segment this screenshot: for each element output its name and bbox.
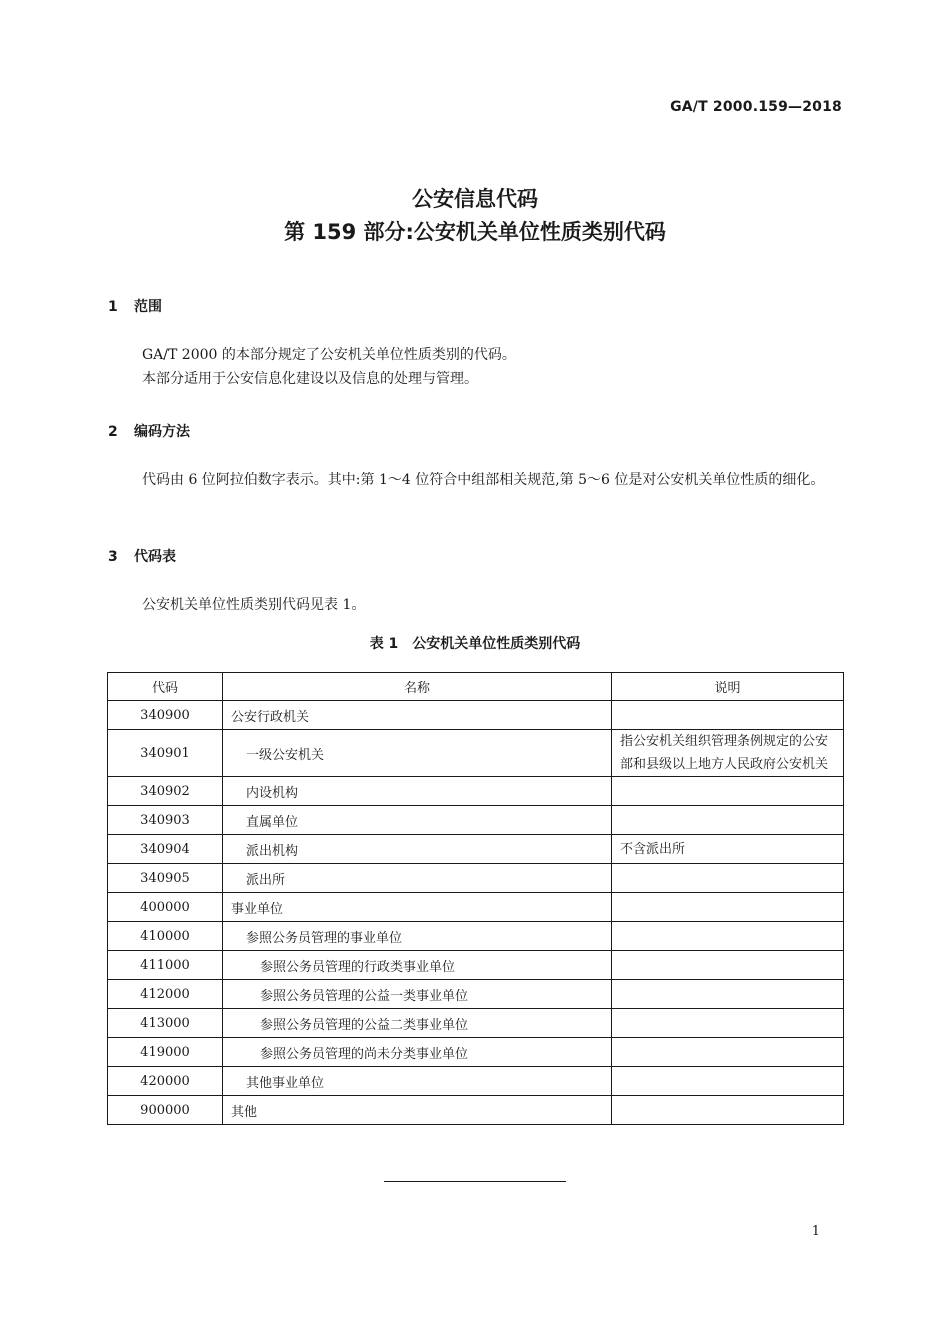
table-row	[108, 980, 844, 1009]
section-number: 1	[108, 299, 118, 315]
cell-code: 410000	[108, 922, 223, 951]
cell-code: 400000	[108, 893, 223, 922]
table-row	[108, 922, 844, 951]
section-heading-code-table	[108, 546, 176, 566]
cell-description	[612, 1038, 844, 1067]
table-row	[108, 777, 844, 806]
cell-description	[612, 806, 844, 835]
cell-code: 412000	[108, 980, 223, 1009]
table-caption-title: 公安机关单位性质类别代码	[412, 636, 581, 652]
section-paragraph: 公安机关单位性质类别代码见表 1。	[142, 597, 366, 613]
cell-name: 参照公务员管理的公益二类事业单位	[223, 1009, 612, 1038]
cell-code: 900000	[108, 1096, 223, 1125]
table-row	[108, 1067, 844, 1096]
table-row	[108, 893, 844, 922]
section-heading-scope	[108, 296, 162, 316]
section-number: 2	[108, 424, 118, 440]
cell-description	[612, 1067, 844, 1096]
table-row	[108, 835, 844, 864]
section-heading-encoding	[108, 421, 190, 441]
table-row	[108, 864, 844, 893]
document-title: 公安信息代码	[412, 187, 538, 211]
cell-description	[612, 1096, 844, 1125]
cell-description	[612, 1009, 844, 1038]
code-table	[107, 672, 844, 1125]
cell-name: 参照公务员管理的公益一类事业单位	[223, 980, 612, 1009]
cell-name: 参照公务员管理的尚未分类事业单位	[223, 1038, 612, 1067]
standard-code: GA/T 2000.159—2018	[670, 99, 842, 115]
cell-code: 340901	[108, 730, 223, 777]
cell-description	[612, 864, 844, 893]
cell-code: 420000	[108, 1067, 223, 1096]
cell-description: 指公安机关组织管理条例规定的公安部和县级以上地方人民政府公安机关	[612, 730, 844, 777]
cell-name: 派出机构	[223, 835, 612, 864]
cell-description	[612, 951, 844, 980]
cell-code: 340905	[108, 864, 223, 893]
cell-description: 不含派出所	[612, 835, 844, 864]
table-header-row	[108, 673, 844, 701]
cell-name: 其他	[223, 1096, 612, 1125]
cell-description	[612, 980, 844, 1009]
cell-code: 419000	[108, 1038, 223, 1067]
cell-name: 参照公务员管理的事业单位	[223, 922, 612, 951]
header-code: 代码	[108, 673, 223, 701]
cell-code: 340904	[108, 835, 223, 864]
cell-description	[612, 922, 844, 951]
table-caption-number: 表 1	[369, 636, 399, 652]
header-name: 名称	[223, 673, 612, 701]
table-row	[108, 806, 844, 835]
cell-name: 其他事业单位	[223, 1067, 612, 1096]
cell-description	[612, 777, 844, 806]
footer-rule	[384, 1181, 566, 1182]
cell-description	[612, 893, 844, 922]
section-number: 3	[108, 549, 118, 565]
cell-code: 413000	[108, 1009, 223, 1038]
cell-description	[612, 701, 844, 730]
cell-name: 直属单位	[223, 806, 612, 835]
cell-code: 340903	[108, 806, 223, 835]
cell-code: 411000	[108, 951, 223, 980]
table-row	[108, 730, 844, 777]
table-row	[108, 1009, 844, 1038]
cell-code: 340902	[108, 777, 223, 806]
header-description: 说明	[612, 673, 844, 701]
document-subtitle: 第 159 部分:公安机关单位性质类别代码	[284, 220, 666, 244]
page-number: 1	[811, 1224, 820, 1239]
section-paragraph: 本部分适用于公安信息化建设以及信息的处理与管理。	[142, 371, 478, 387]
section-paragraph: 代码由 6 位阿拉伯数字表示。其中:第 1～4 位符合中组部相关规范,第 5～6 位是对公安机关单位性质的细化。	[142, 472, 825, 488]
cell-name: 内设机构	[223, 777, 612, 806]
cell-name: 事业单位	[223, 893, 612, 922]
table-row	[108, 701, 844, 730]
cell-name: 派出所	[223, 864, 612, 893]
table-row	[108, 1038, 844, 1067]
section-paragraph: GA/T 2000 的本部分规定了公安机关单位性质类别的代码。	[142, 347, 516, 363]
cell-name: 公安行政机关	[223, 701, 612, 730]
table-row	[108, 1096, 844, 1125]
cell-name: 一级公安机关	[223, 730, 612, 777]
cell-name: 参照公务员管理的行政类事业单位	[223, 951, 612, 980]
table-caption	[0, 633, 950, 653]
section-title: 代码表	[134, 549, 176, 565]
table-row	[108, 951, 844, 980]
section-title: 编码方法	[134, 424, 190, 440]
section-title: 范围	[134, 299, 162, 315]
cell-code: 340900	[108, 701, 223, 730]
